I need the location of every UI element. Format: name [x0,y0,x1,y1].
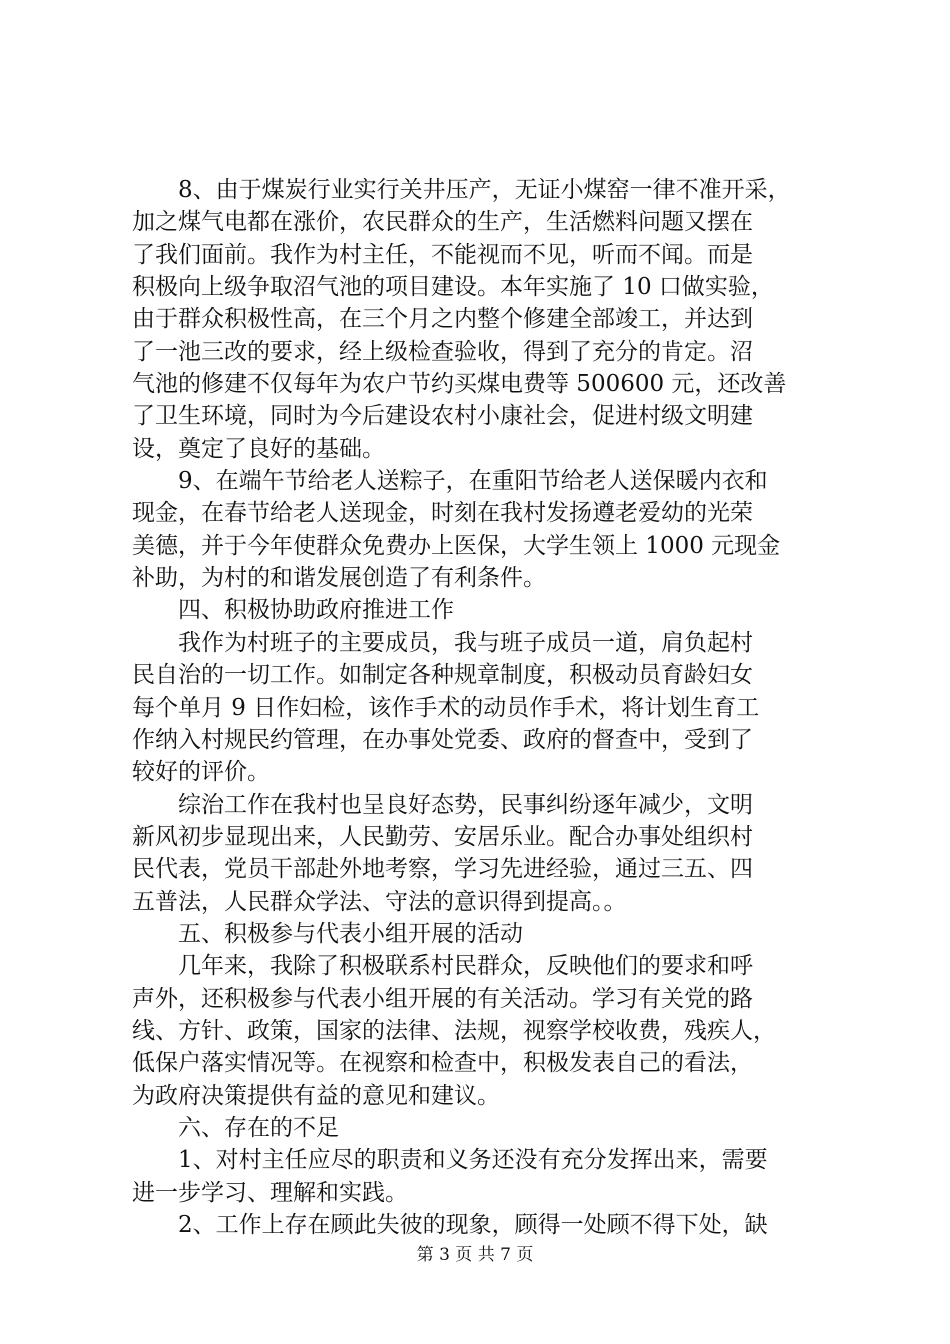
document-body [132,174,832,1241]
text-line: 新风初步显现出来，人民勤劳、安居乐业。配合办事处组织村 [132,823,753,850]
text-line: 民代表，党员干部赴外地考察，学习先进经验，通过三五、四 [132,856,753,883]
text-line: 现金，在春节给老人送现金，时刻在我村发扬遵老爱幼的光荣 [132,500,753,527]
text-line: 每个单月 9 日作妇检，该作手术的动员作手术，将计划生育工 [132,694,760,721]
text-line: 2、工作上存在顾此失彼的现象，顾得一处顾不得下处，缺 [178,1212,768,1238]
text-line: 我作为村班子的主要成员，我与班子成员一道，肩负起村 [178,629,753,656]
text-line: 补助，为村的和谐发展创造了有利条件。 [132,565,546,592]
text-line: 为政府决策提供有益的意见和建议。 [132,1082,500,1109]
text-line: 了我们面前。我作为村主任，不能视而不见，听而不闻。而是 [132,241,753,268]
text-line: 1、对村主任应尽的职责和义务还没有充分发挥出来，需要 [178,1147,768,1174]
text-line: 民自治的一切工作。如制定各种规章制度，积极动员育龄妇女 [132,662,753,689]
text-line: 8、由于煤炭行业实行关井压产，无证小煤窑一律不准开采， [178,177,791,203]
text-line: 六、存在的不足 [178,1114,339,1141]
text-line: 五普法，人民群众学法、守法的意识得到提高。。 [132,888,627,915]
text-line: 加之煤气电都在涨价，农民群众的生产，生活燃料问题又摆在 [132,209,753,236]
text-line: 几年来，我除了积极联系村民群众，反映他们的要求和呼 [178,953,753,980]
text-line: 进一步学习、理解和实践。 [132,1179,408,1206]
text-line: 线、方针、政策，国家的法律、法规，视察学校收费，残疾人， [132,1017,776,1044]
text-line: 作纳入村规民约管理，在办事处党委、政府的督查中，受到了 [132,726,753,753]
text-line: 声外，还积极参与代表小组开展的有关活动。学习有关党的路 [132,985,753,1012]
text-line: 五、积极参与代表小组开展的活动 [178,920,523,947]
text-line: 由于群众积极性高，在三个月之内整个修建全部竣工，并达到 [132,306,753,333]
text-line: 积极向上级争取沼气池的项目建设。本年实施了 10 口做实验， [132,274,774,301]
text-line: 了卫生环境，同时为今后建设农村小康社会，促进村级文明建 [132,403,753,430]
text-line: 气池的修建不仅每年为农户节约买煤电费等 500600 元，还改善 [132,371,787,398]
text-line: 四、积极协助政府推进工作 [178,597,454,624]
text-line: 9、在端午节给老人送粽子，在重阳节给老人送保暖内衣和 [178,468,768,495]
text-line: 综治工作在我村也呈良好态势，民事纠纷逐年减少，文明 [178,791,753,818]
text-line: 了一池三改的要求，经上级检查验收，得到了充分的肯定。沼 [132,338,753,365]
text-line: 设，奠定了良好的基础。 [132,435,385,462]
page-footer: 第 3 页 共 7 页 [416,1245,534,1265]
text-line: 低保户落实情况等。在视察和检查中，积极发表自己的看法， [132,1050,753,1077]
text-line: 较好的评价。 [132,759,270,786]
text-line: 美德，并于今年使群众免费办上医保，大学生领上 1000 元现金 [132,532,781,559]
